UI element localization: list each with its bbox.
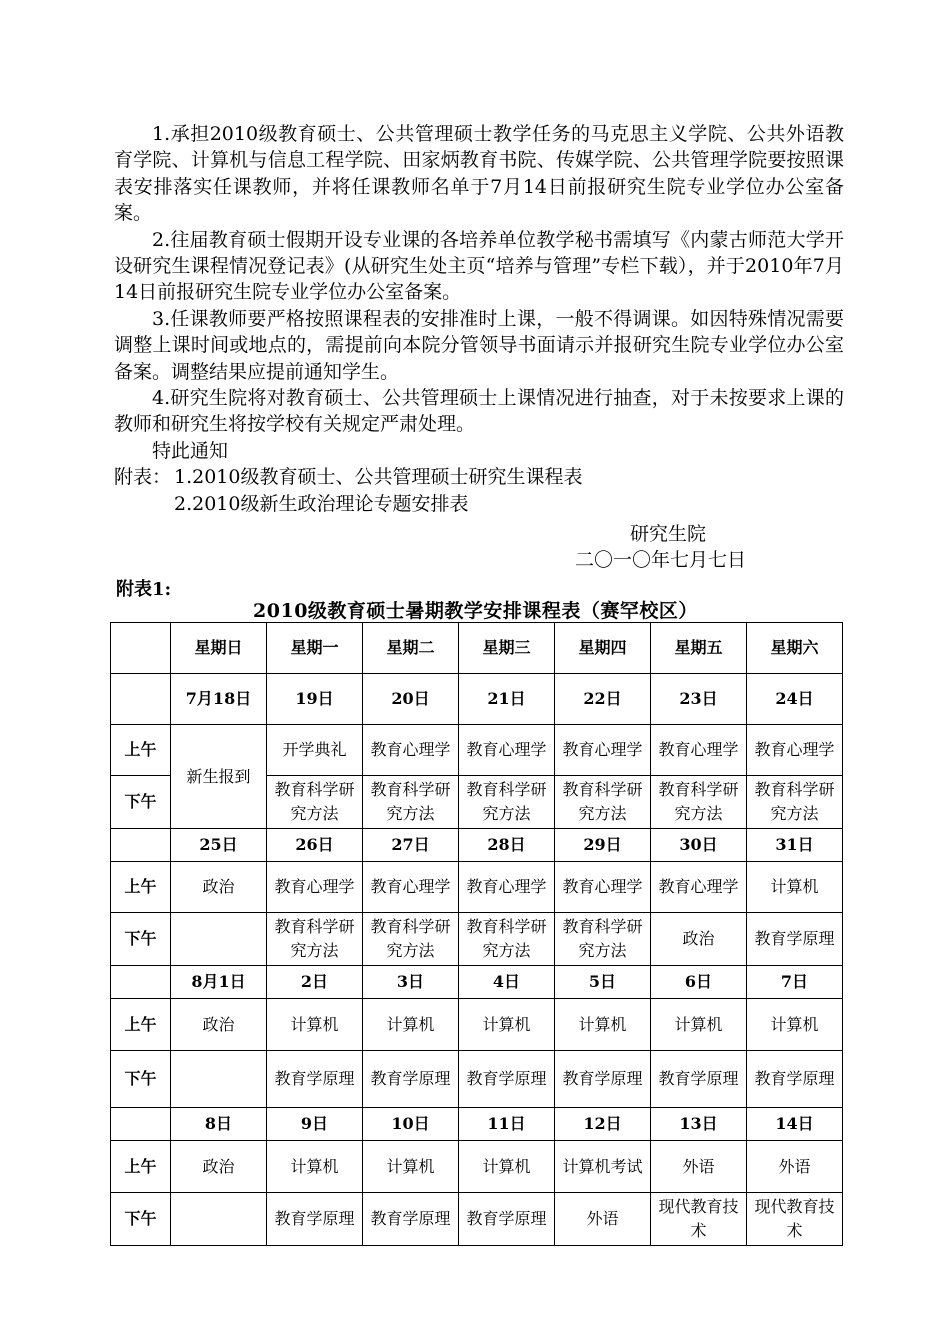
period-label-pm: 下午 <box>111 1051 171 1108</box>
date-cell: 21日 <box>459 674 555 725</box>
course-cell: 教育学原理 <box>459 1193 555 1246</box>
attachments-label: 附表： <box>114 466 172 489</box>
date-cell: 28日 <box>459 829 555 862</box>
period-label-pm: 下午 <box>111 1193 171 1246</box>
course-cell: 外语 <box>555 1193 651 1246</box>
course-cell: 教育学原理 <box>363 1193 459 1246</box>
empty-cell <box>111 674 171 725</box>
date-cell: 11日 <box>459 1108 555 1141</box>
course-cell: 教育心理学 <box>651 725 747 776</box>
period-label-am: 上午 <box>111 999 171 1051</box>
course-cell: 教育科学研究方法 <box>267 913 363 966</box>
course-cell: 教育心理学 <box>555 862 651 913</box>
course-cell: 计算机 <box>459 1141 555 1193</box>
period-label-pm: 下午 <box>111 913 171 966</box>
course-cell: 教育科学研究方法 <box>459 776 555 829</box>
notice-paragraph-1: 1.承担2010级教育硕士、公共管理硕士教学任务的马克思主义学院、公共外语教育学院、计算机与信息工程学院、田家炳教育书院、传媒学院、公共管理学院要按照课表安排落实任课教师，并将任课教师名单于7月14日前报研究生院专业学位办公室备案。 <box>114 123 844 225</box>
date-cell: 8月1日 <box>171 966 267 999</box>
weekday-header: 星期一 <box>267 623 363 674</box>
course-cell: 教育科学研究方法 <box>267 776 363 829</box>
attachment-item-1: 1.2010级教育硕士、公共管理硕士研究生课程表 <box>174 466 583 489</box>
course-cell: 外语 <box>747 1141 843 1193</box>
weekday-header: 星期五 <box>651 623 747 674</box>
afternoon-row <box>111 1051 843 1108</box>
course-cell: 计算机 <box>459 999 555 1051</box>
course-cell: 教育心理学 <box>267 862 363 913</box>
notice-paragraph-4: 4.研究生院将对教育硕士、公共管理硕士上课情况进行抽查，对于未按要求上课的教师和研究生将按学校有关规定严肃处理。 <box>114 387 844 436</box>
notice-paragraph-3: 3.任课教师要严格按照课程表的安排准时上课，一般不得调课。如因特殊情况需要调整上课时间或地点的，需提前向本院分管领导书面请示并报研究生院专业学位办公室备案。调整结果应提前通知学生。 <box>114 307 844 383</box>
course-cell: 教育学原理 <box>651 1051 747 1108</box>
signature-org: 研究生院 <box>630 523 707 545</box>
date-row <box>111 966 843 999</box>
course-cell: 开学典礼 <box>267 725 363 776</box>
date-cell: 24日 <box>747 674 843 725</box>
course-cell: 教育学原理 <box>267 1193 363 1246</box>
morning-row <box>111 999 843 1051</box>
course-cell: 教育科学研究方法 <box>363 776 459 829</box>
schedule-title: 2010级教育硕士暑期教学安排课程表（赛罕校区） <box>253 600 698 622</box>
morning-row <box>111 1141 843 1193</box>
date-cell: 25日 <box>171 829 267 862</box>
course-cell: 计算机 <box>747 999 843 1051</box>
course-cell: 教育心理学 <box>651 862 747 913</box>
course-cell: 教育学原理 <box>267 1051 363 1108</box>
corner-cell <box>111 623 171 674</box>
course-cell: 政治 <box>651 913 747 966</box>
date-cell: 14日 <box>747 1108 843 1141</box>
date-cell: 27日 <box>363 829 459 862</box>
date-cell: 12日 <box>555 1108 651 1141</box>
course-cell: 政治 <box>171 862 267 913</box>
empty-cell <box>111 829 171 862</box>
course-cell: 教育科学研究方法 <box>651 776 747 829</box>
date-cell: 9日 <box>267 1108 363 1141</box>
schedule-table <box>110 622 843 1246</box>
date-cell: 7月18日 <box>171 674 267 725</box>
morning-row <box>111 725 843 776</box>
course-cell: 教育学原理 <box>363 1051 459 1108</box>
course-cell: 现代教育技术 <box>651 1193 747 1246</box>
period-label-am: 上午 <box>111 1141 171 1193</box>
date-row <box>111 829 843 862</box>
empty-cell <box>111 1108 171 1141</box>
date-cell: 31日 <box>747 829 843 862</box>
date-cell: 6日 <box>651 966 747 999</box>
weekday-header: 星期二 <box>363 623 459 674</box>
course-cell: 外语 <box>651 1141 747 1193</box>
course-cell: 教育心理学 <box>459 862 555 913</box>
course-cell: 教育科学研究方法 <box>363 913 459 966</box>
notice-paragraph-2: 2.往届教育硕士假期开设专业课的各培养单位教学秘书需填写《内蒙古师范大学开设研究生课程情况登记表》(从研究生处主页“培养与管理”专栏下载），并于2010年7月14日前报研究生院专业学位办公室备案。 <box>114 228 844 304</box>
morning-row <box>111 862 843 913</box>
course-cell: 现代教育技术 <box>747 1193 843 1246</box>
course-cell: 教育心理学 <box>747 725 843 776</box>
period-label-pm: 下午 <box>111 776 171 829</box>
course-cell: 计算机 <box>651 999 747 1051</box>
course-cell: 政治 <box>171 999 267 1051</box>
date-row <box>111 674 843 725</box>
course-cell: 计算机考试 <box>555 1141 651 1193</box>
date-cell: 20日 <box>363 674 459 725</box>
date-cell: 13日 <box>651 1108 747 1141</box>
course-cell: 教育心理学 <box>459 725 555 776</box>
date-cell: 3日 <box>363 966 459 999</box>
weekday-header: 星期日 <box>171 623 267 674</box>
course-cell: 教育科学研究方法 <box>555 776 651 829</box>
course-cell: 政治 <box>171 1141 267 1193</box>
date-row <box>111 1108 843 1141</box>
weekday-header: 星期四 <box>555 623 651 674</box>
notice-body <box>114 121 844 517</box>
course-cell: 新生报到 <box>171 725 267 829</box>
date-cell: 19日 <box>267 674 363 725</box>
signature-date: 二〇一〇年七月七日 <box>575 549 747 571</box>
course-cell: 教育科学研究方法 <box>555 913 651 966</box>
date-cell: 10日 <box>363 1108 459 1141</box>
appendix-label: 附表1: <box>116 579 172 600</box>
date-cell: 8日 <box>171 1108 267 1141</box>
afternoon-row <box>111 1193 843 1246</box>
date-cell: 4日 <box>459 966 555 999</box>
period-label-am: 上午 <box>111 725 171 776</box>
course-cell: 教育学原理 <box>747 913 843 966</box>
afternoon-row <box>111 913 843 966</box>
date-cell: 7日 <box>747 966 843 999</box>
weekday-header-row <box>111 623 843 674</box>
course-cell: 教育科学研究方法 <box>459 913 555 966</box>
attachments-list <box>114 464 844 517</box>
course-cell: 计算机 <box>267 999 363 1051</box>
course-cell: 教育学原理 <box>459 1051 555 1108</box>
course-cell <box>171 1193 267 1246</box>
attachment-item-2: 2.2010级新生政治理论专题安排表 <box>174 492 469 515</box>
course-cell: 教育心理学 <box>555 725 651 776</box>
course-cell: 教育心理学 <box>363 862 459 913</box>
date-cell: 30日 <box>651 829 747 862</box>
date-cell: 2日 <box>267 966 363 999</box>
notice-closing: 特此通知 <box>152 439 229 462</box>
course-cell: 计算机 <box>363 1141 459 1193</box>
weekday-header: 星期三 <box>459 623 555 674</box>
empty-cell <box>111 966 171 999</box>
period-label-am: 上午 <box>111 862 171 913</box>
course-cell: 计算机 <box>267 1141 363 1193</box>
date-cell: 23日 <box>651 674 747 725</box>
course-cell: 计算机 <box>555 999 651 1051</box>
date-cell: 5日 <box>555 966 651 999</box>
date-cell: 29日 <box>555 829 651 862</box>
date-cell: 22日 <box>555 674 651 725</box>
course-cell: 教育学原理 <box>555 1051 651 1108</box>
course-cell: 教育学原理 <box>747 1051 843 1108</box>
course-cell: 计算机 <box>363 999 459 1051</box>
course-cell <box>171 913 267 966</box>
course-cell: 教育心理学 <box>363 725 459 776</box>
weekday-header: 星期六 <box>747 623 843 674</box>
date-cell: 26日 <box>267 829 363 862</box>
course-cell <box>171 1051 267 1108</box>
course-cell: 计算机 <box>747 862 843 913</box>
course-cell: 教育科学研究方法 <box>747 776 843 829</box>
